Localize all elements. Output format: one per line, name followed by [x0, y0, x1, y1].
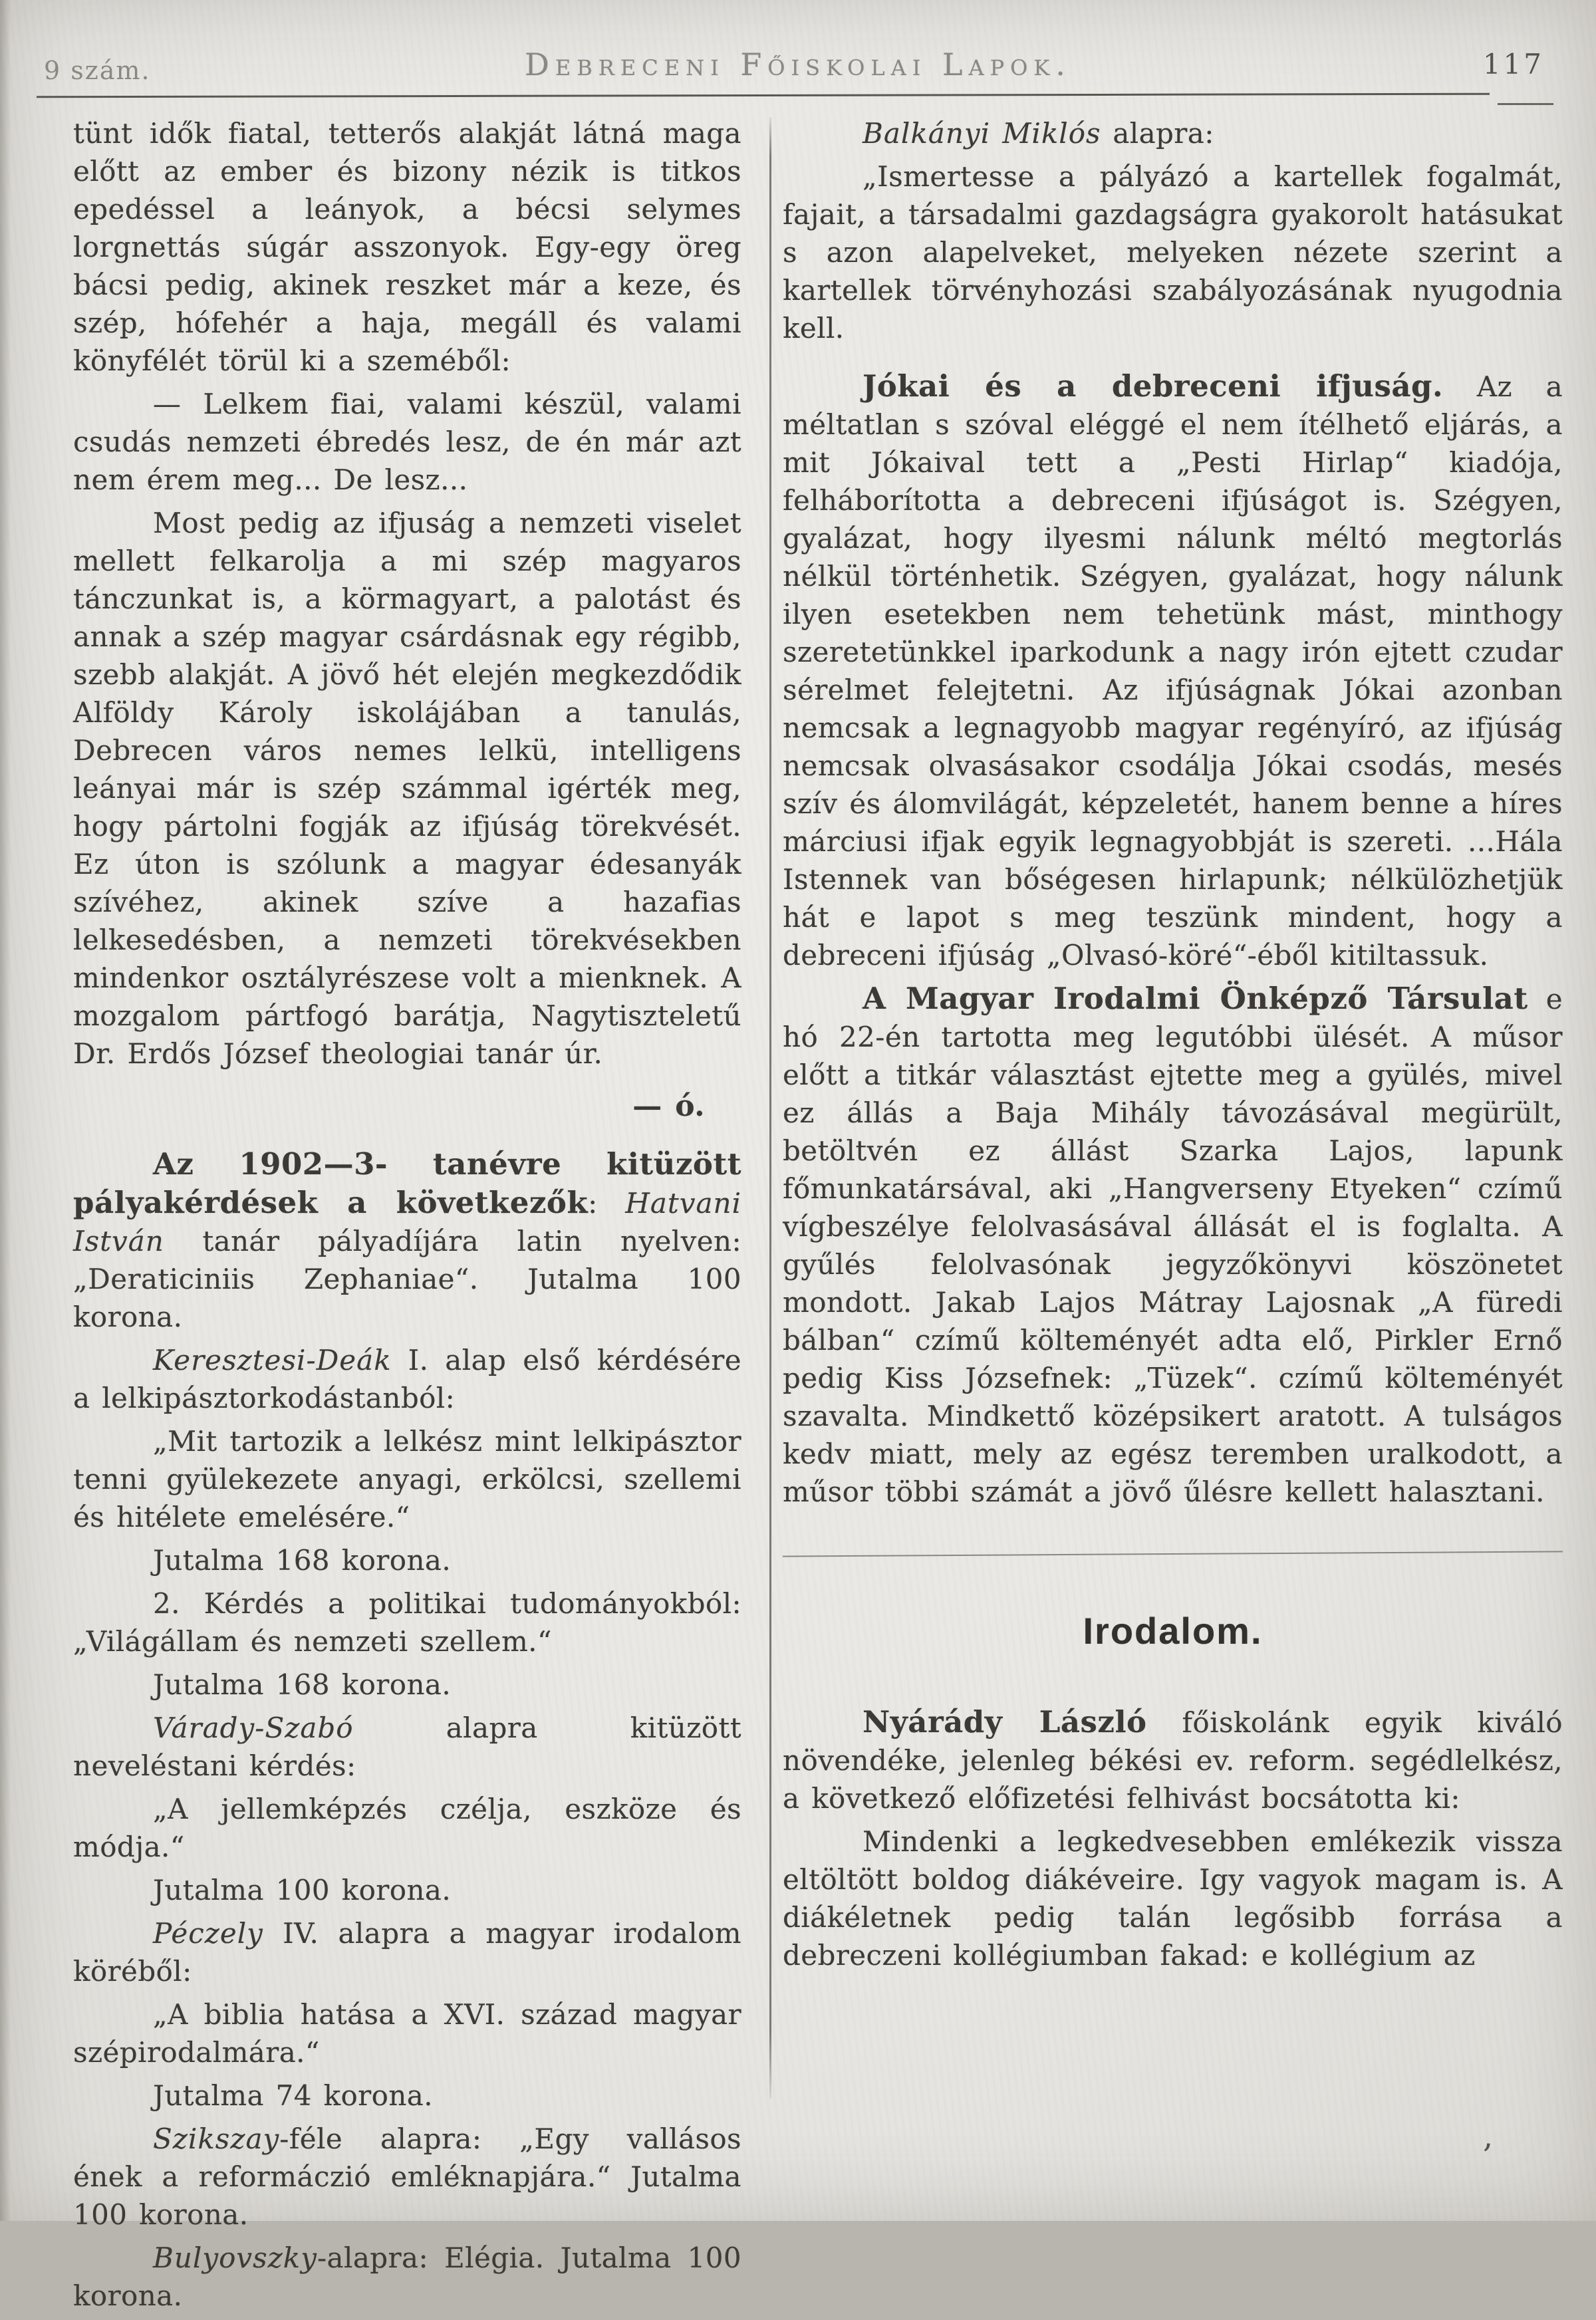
body-paragraph: [73, 1914, 741, 1990]
scan-edge-shadow: [0, 0, 11, 2221]
text-run: alapra kitüzött neveléstani kérdés:: [73, 1712, 741, 1782]
italic-fund-name: Péczely: [153, 1917, 263, 1950]
text-run: „Ismertesse a pályázó a kartellek fogalmát, fajait, a társadalmi gazdagságra gyakorolt hatásukat s azon alapelveket, melyeken nézete szerint a kartellek törvényhozási szabályozásának nyugodnia kell.: [783, 160, 1563, 344]
reward-line: [73, 1871, 741, 1909]
text-run: e hó 22-én tartotta meg legutóbbi ülését. A műsor előtt a titkár választást ejtette meg a gyülés, mivel ez állás a Baja Mihály távozásával megürült, betöltvén ez állást Szarka Lajos, lapunk főmunkatársával, aki „Hangverseny Etyeken“ czímű vígbeszélye felolvasásával állását el is foglalta. A gyűlés felolvasónak jegyzőkönyvi köszönetet mondott. Jakab Lajos Mátray Lajosnak „A füredi bálban“ czímű költeményét adta elő, Pirkler Ernő pedig Kiss Józsefnek: „Tüzek“. czímű költeményét szavalta. Mindkettő középsikert aratott. A tulságos kedv miatt, mely az egész teremben uralkodott, a műsor többi számát a jövő űlésre kellett halasztani.: [783, 983, 1563, 1508]
text-run: Jutalma 168 korona.: [153, 1668, 452, 1701]
italic-fund-name: Várady-Szabó: [153, 1712, 354, 1744]
text-run: alapra:: [1101, 117, 1214, 150]
italic-fund-name: Hatvani István: [73, 1187, 741, 1257]
body-paragraph: [73, 1585, 741, 1660]
text-run: I. alap első kérdésére a lelkipásztorkodástanból:: [73, 1344, 741, 1414]
column-divider: [769, 117, 771, 2099]
prize-questions-paragraph: [73, 1145, 741, 1336]
news-item-nyarady: [783, 1703, 1563, 1817]
news-item-jokai: [783, 367, 1563, 974]
text-run: 2. Kérdés a politikai tudományokból: „Világállam és nemzeti szellem.“: [73, 1587, 741, 1658]
section-rule: [783, 1551, 1563, 1557]
reward-line: [73, 2077, 741, 2115]
bold-lead: A Magyar Irodalmi Önképző Társulat: [863, 981, 1528, 1016]
text-run: — ó.: [632, 1089, 705, 1123]
body-paragraph: [73, 1341, 741, 1417]
reward-line: [73, 1666, 741, 1704]
text-run: Mindenki a legkedvesebben emlékezik vissza eltöltött boldog diákéveire. Igy vagyok magam is. A diákéletnek pedig talán legősibb forrása a debreczeni kollégiumban fakad: e kollégium az: [783, 1825, 1563, 1972]
bold-lead: Az 1902—3- tanévre kitüzött pályakérdések a következők: [73, 1146, 741, 1220]
text-run: Jutalma 168 korona.: [153, 1544, 452, 1577]
quoted-question-paragraph: [783, 158, 1563, 347]
text-run: Most pedig az ifjuság a nemzeti viselet mellett felkarolja a mi szép magyaros tánczunkat is, a körmagyart, a palotást és annak a szép magyar csárdásnak egy régibb, szebb alakját. A jövő hét elején megkezdődik Alföldy Károly iskolájában a tanulás, Debrecen város nemes lelkü, intelligens leányai már is szép számmal igérték meg, hogy pártolni fogják az ifjúság törekvését. Ez úton is szólunk a magyar édesanyák szívéhez, akinek szíve a hazafias lelkesedésben, a nemzeti törekvésekben mindenkor osztályrészese volt a mienknek. A mozgalom pártfogó barátja, Nagytiszteletű Dr. Erdős József theologiai tanár úr.: [73, 507, 741, 1070]
body-paragraph: [73, 2239, 741, 2315]
text-run: „Mit tartozik a lelkész mint lelkipásztor tenni gyülekezete anyagi, erkölcsi, szellemi és hitélete emelésére.“: [73, 1425, 741, 1533]
body-paragraph: [73, 1709, 741, 1785]
body-paragraph: [783, 1823, 1563, 1974]
quoted-question-paragraph: [73, 1422, 741, 1536]
quoted-question-paragraph: [73, 1996, 741, 2071]
text-run: Jutalma 74 korona.: [153, 2079, 433, 2112]
quoted-question-paragraph: [73, 1790, 741, 1866]
section-heading-irodalom: Irodalom.: [1083, 1610, 1263, 1652]
italic-fund-name: Bulyovszky: [153, 2242, 317, 2274]
body-paragraph: [73, 385, 741, 499]
news-item-onkepzo-tarsulat: [783, 979, 1563, 1511]
text-run: „A biblia hatása a XVI. század magyar szépirodalmára.“: [73, 1998, 741, 2069]
italic-fund-name: Szikszay: [153, 2123, 280, 2155]
body-paragraph: [73, 504, 741, 1073]
text-run: „A jellemképzés czélja, eszköze és módja.“: [73, 1793, 741, 1863]
left-column: [73, 114, 741, 2320]
body-paragraph: [73, 2120, 741, 2234]
text-run: tünt idők fiatal, tetterős alakját látná maga előtt az ember és bizony nézik is titkos epedéssel a leányok, a bécsi selymes lorgnettás súgár asszonyok. Egy-egy öreg bácsi pedig, akinek reszket már a keze, és szép, hófehér a haja, megáll és valami könyfélét törül ki a szeméből:: [73, 117, 741, 377]
stray-comma-mark: ,: [1483, 2118, 1494, 2155]
running-header: [0, 47, 1596, 94]
text-run: IV. alapra a magyar irodalom köréből:: [73, 1917, 741, 1988]
page-number: 117: [1482, 48, 1544, 80]
issue-number: 9 szám.: [44, 56, 151, 85]
body-paragraph: [73, 114, 741, 380]
text-run: Az a méltatlan s szóval eléggé el nem ítélhető eljárás, a mit Jókaival tett a „Pesti Hirlap“ kiadója, felháborította a debreceni ifjúságot is. Szégyen, gyalázat, hogy ilyesmi nálunk méltó megtorlás nélkül történhetik. Szégyen, gyalázat, hogy nálunk ilyen esetekben nem tehetünk mást, minthogy szeretetünkkel iparkodunk a nagy irón ejtett czudar sérelmet felejtetni. Az ifjúságnak Jókai azonban nemcsak a legnagyobb magyar regényíró, az ifjúság nemcsak olvasásakor csodálja Jókai csodás, mesés szív és álomvilágát, képzeletét, hanem benne a híres márciusi ifjak egyik legnagyobbját is szereti. ...Hála Istennek van bőségesen hirlapunk; nélkülözhetjük hát e lapot s meg teszünk mindent, hogy a debreceni ifjúság „Olvasó-köré“-éből kitiltassuk.: [783, 370, 1563, 971]
text-run: -féle alapra: „Egy vallásos ének a reformáczió emléknapjára.“ Jutalma 100 korona.: [73, 2123, 741, 2231]
author-signature: [73, 1087, 741, 1125]
right-column: [783, 114, 1563, 1980]
italic-fund-name: Keresztesi-Deák: [153, 1344, 392, 1376]
page-number-underline: [1498, 103, 1553, 105]
reward-line: [73, 1541, 741, 1579]
text-run: — Lelkem fiai, valami készül, valami csudás nemzeti ébredés lesz, de én már azt nem érem meg... De lesz...: [73, 388, 741, 496]
masthead-title: Debreceni Főiskolai Lapok.: [525, 47, 1071, 82]
bold-lead: Jókai és a debreceni ifjuság.: [863, 368, 1444, 404]
text-run: :: [588, 1187, 626, 1220]
text-run: tanár pályadíjára latin nyelven: „Deraticiniis Zephaniae“. Jutalma 100 korona.: [73, 1225, 741, 1333]
text-run: főiskolánk egyik kiváló növendéke, jelenleg békési ev. reform. segédlelkész, a következő előfizetési felhivást bocsátotta ki:: [783, 1706, 1563, 1815]
body-paragraph: [783, 114, 1563, 152]
italic-fund-name: Balkányi Miklós: [863, 117, 1101, 150]
text-run: Jutalma 100 korona.: [153, 1874, 452, 1906]
bold-lead: Nyárády László: [863, 1704, 1147, 1740]
text-run: -alapra: Elégia. Jutalma 100 korona.: [73, 2242, 741, 2312]
